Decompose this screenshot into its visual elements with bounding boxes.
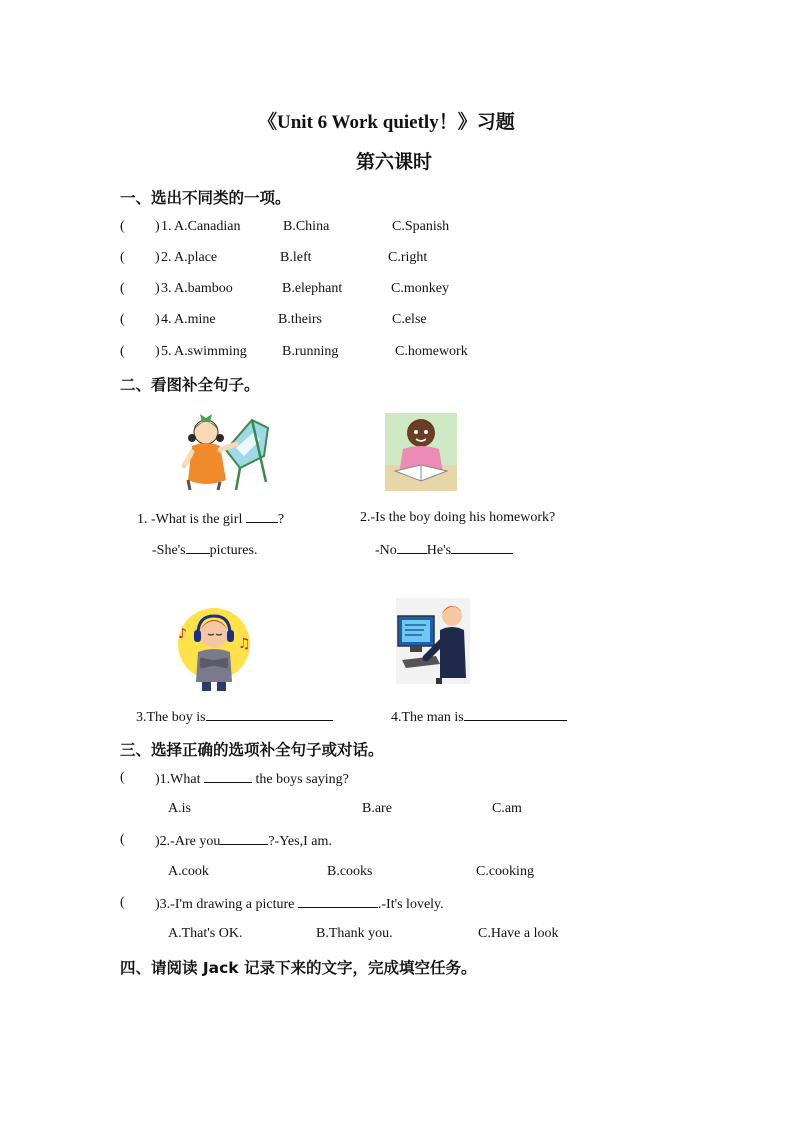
boy-headphones-icon — [174, 604, 254, 692]
option-b: B.China — [283, 219, 330, 234]
question-mark: ? — [277, 512, 285, 527]
answer-2-prefix: -No — [375, 543, 397, 558]
option-a: A.cook — [168, 864, 209, 879]
answer-blank — [451, 541, 513, 554]
question-number: 3. — [161, 281, 172, 296]
answer-2-mid: He's — [426, 543, 452, 558]
answer-1-line — [152, 541, 257, 559]
option-b: B.Thank you. — [316, 926, 393, 941]
answer-paren-close: ) — [155, 344, 160, 359]
question-text-end: ?-Yes,I am. — [268, 834, 332, 849]
section3-heading: 三、选择正确的选项补全句子或对话。 — [120, 741, 384, 759]
boy-reading-icon — [385, 413, 457, 491]
answer-paren-close: ) — [155, 312, 160, 327]
answer-1-prefix: -She's — [152, 543, 186, 558]
option-a: A.is — [168, 801, 191, 816]
answer-paren-open: ( — [120, 344, 125, 359]
option-c: C.monkey — [391, 281, 449, 296]
option-b: B.elephant — [282, 281, 343, 296]
question-number: 5. — [161, 344, 172, 359]
option-a: A.bamboo — [174, 281, 233, 296]
svg-text:♪: ♪ — [178, 626, 187, 642]
option-a: A.Canadian — [174, 219, 241, 234]
question-number: 4. — [161, 312, 172, 327]
option-a: A.mine — [174, 312, 216, 327]
option-b: B.running — [282, 344, 339, 359]
question-line — [155, 895, 444, 913]
option-a: A.swimming — [174, 344, 247, 359]
section4-heading: 四、请阅读 Jack 记录下来的文字，完成填空任务。 — [120, 959, 477, 977]
answer-blank — [220, 832, 268, 845]
svg-text:♫: ♫ — [238, 636, 251, 652]
man-computer-icon — [396, 598, 470, 684]
answer-paren-open: ( — [120, 250, 125, 265]
answer-blank — [246, 510, 278, 523]
option-a: A.place — [174, 250, 218, 265]
answer-paren-open: ( — [120, 281, 125, 296]
question-text-end: the boys saying? — [255, 772, 349, 787]
answer-1-suffix: pictures. — [209, 543, 258, 558]
answer-blank — [204, 770, 252, 783]
answer-2-line — [375, 541, 513, 559]
answer-blank — [206, 708, 333, 721]
answer-paren-open: ( — [120, 219, 125, 234]
option-c: C.cooking — [476, 864, 534, 879]
question-1-text: 1. -What is the girl — [137, 512, 243, 527]
question-3-line — [136, 708, 333, 726]
option-b: B.theirs — [278, 312, 322, 327]
question-number: 2. — [161, 250, 172, 265]
option-b: B.are — [362, 801, 392, 816]
section1-heading: 一、选出不同类的一项。 — [120, 189, 291, 207]
answer-paren-open: ( — [120, 312, 125, 327]
answer-blank — [464, 708, 567, 721]
page-subtitle: 第六课时 — [356, 152, 433, 173]
question-2-line-1: 2.-Is the boy doing his homework? — [360, 510, 556, 525]
answer-paren-close: ) — [155, 250, 160, 265]
girl-painting-icon — [180, 410, 276, 492]
option-c: C.Spanish — [392, 219, 450, 234]
option-a: A.That's OK. — [168, 926, 243, 941]
option-c: C.Have a look — [478, 926, 559, 941]
section2-heading: 二、看图补全句子。 — [120, 376, 260, 394]
page-title: 《Unit 6 Work quietly！》习题 — [258, 112, 515, 133]
option-b: B.left — [280, 250, 312, 265]
option-c: C.homework — [395, 344, 468, 359]
question-line — [155, 770, 349, 788]
answer-paren-open: ( — [120, 832, 125, 847]
answer-paren-close: ) — [155, 897, 160, 912]
answer-paren-close: ) — [155, 281, 160, 296]
option-b: B.cooks — [327, 864, 373, 879]
answer-paren-close: ) — [155, 772, 160, 787]
question-4-text: 4.The man is — [391, 710, 464, 725]
question-text: 3.-I'm drawing a picture — [159, 897, 295, 912]
question-text-end: .-It's lovely. — [377, 897, 444, 912]
answer-paren-open: ( — [120, 770, 125, 785]
option-c: C.right — [388, 250, 428, 265]
question-3-text: 3.The boy is — [136, 710, 206, 725]
question-number: 1. — [161, 219, 172, 234]
question-line — [155, 832, 332, 850]
question-text: 2.-Are you — [159, 834, 221, 849]
answer-blank — [298, 895, 378, 908]
question-4-line — [391, 708, 567, 726]
answer-paren-close: ) — [155, 834, 160, 849]
answer-paren-open: ( — [120, 895, 125, 910]
option-c: C.am — [492, 801, 522, 816]
option-c: C.else — [392, 312, 427, 327]
answer-paren-close: ) — [155, 219, 160, 234]
question-text: 1.What — [159, 772, 201, 787]
answer-blank — [397, 541, 427, 554]
answer-blank — [186, 541, 210, 554]
question-1-line-1 — [137, 510, 284, 528]
